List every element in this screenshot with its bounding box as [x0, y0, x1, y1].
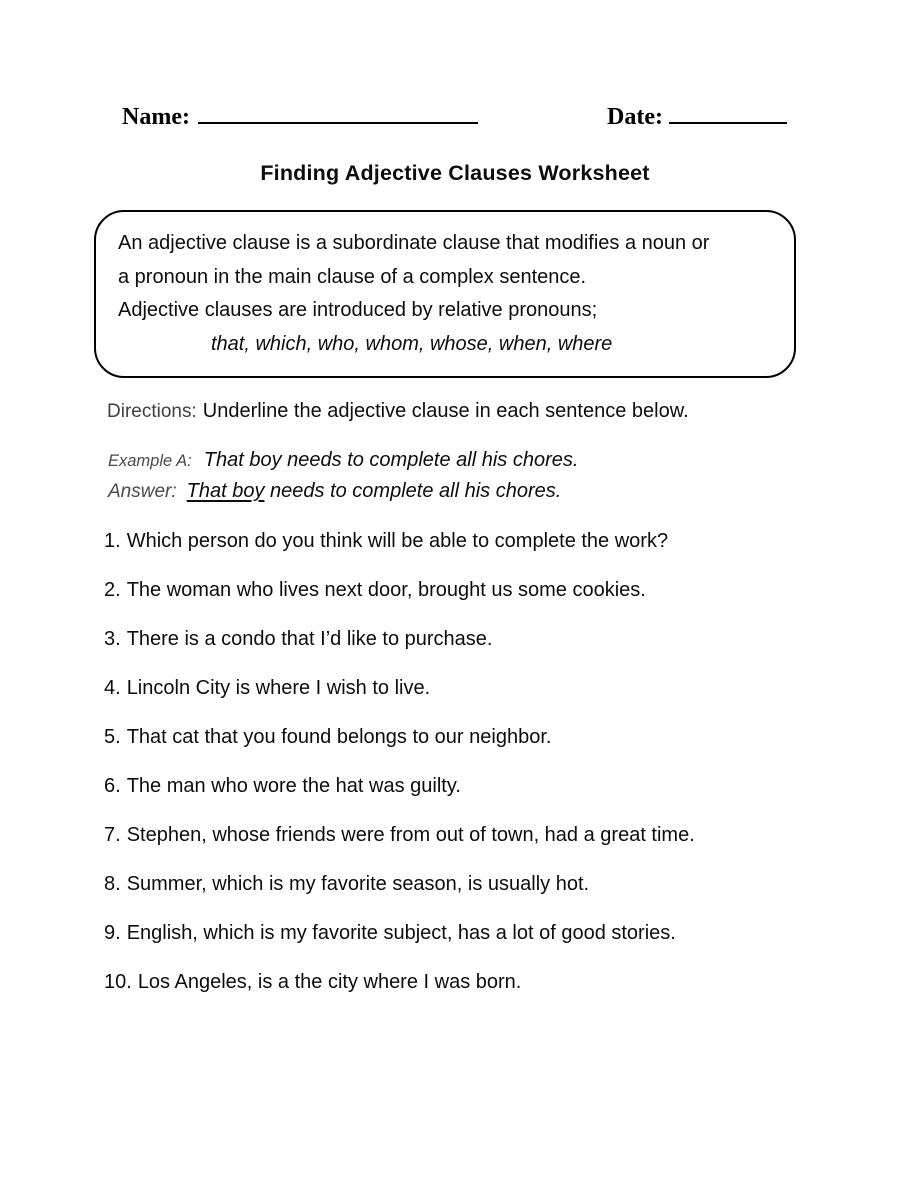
name-blank-line: [198, 102, 478, 124]
sentence-item-9: [104, 919, 806, 947]
sentence-text: Los Angeles, is a the city where I was born.: [137, 971, 522, 993]
definition-line-1: An adjective clause is a subordinate clause that modifies a noun or: [118, 232, 710, 254]
sentence-number: 2.: [104, 579, 121, 601]
sentence-item-3: [104, 625, 806, 653]
sentence-item-10: [104, 968, 806, 996]
sentence-number: 3.: [104, 628, 121, 650]
sentence-number: 8.: [104, 873, 121, 895]
header-row: [0, 0, 910, 131]
sentence-number: 9.: [104, 922, 121, 944]
sentence-text: There is a condo that I’d like to purchase.: [126, 628, 493, 650]
sentence-item-7: [104, 821, 806, 849]
sentence-item-4: [104, 674, 806, 702]
date-blank-line: [669, 102, 787, 124]
example-sentence: That boy needs to complete all his chores.: [203, 449, 579, 471]
page-title: Finding Adjective Clauses Worksheet: [260, 161, 650, 185]
sentence-text: The man who wore the hat was guilty.: [126, 775, 461, 797]
sentence-number: 7.: [104, 824, 121, 846]
definition-line-2: a pronoun in the main clause of a complex sentence.: [118, 265, 587, 288]
directions-label: Directions:: [107, 401, 197, 422]
directions-text: Underline the adjective clause in each sentence below.: [202, 400, 689, 422]
definition-box: [94, 210, 796, 378]
sentence-item-5: [104, 723, 806, 751]
answer-rest: needs to complete all his chores.: [264, 480, 562, 502]
sentence-text: English, which is my favorite subject, has a lot of good stories.: [126, 922, 676, 944]
date-field: [607, 102, 787, 131]
sentence-item-1: [104, 527, 806, 555]
sentence-number: 5.: [104, 726, 121, 748]
sentence-text: Stephen, whose friends were from out of town, had a great time.: [126, 824, 695, 846]
relative-pronouns-list: that, which, who, whom, whose, when, where: [211, 332, 613, 355]
sentence-list: [104, 527, 806, 996]
sentence-text: The woman who lives next door, brought us some cookies.: [126, 579, 646, 601]
name-label: Name:: [122, 104, 190, 130]
date-label: Date:: [607, 104, 663, 130]
sentence-number: 6.: [104, 775, 121, 797]
answer-underlined-part: That boy: [186, 480, 265, 502]
sentence-text: Summer, which is my favorite season, is usually hot.: [126, 873, 590, 895]
sentence-number: 1.: [104, 530, 121, 552]
sentence-text: Which person do you think will be able to complete the work?: [126, 530, 669, 552]
sentence-text: Lincoln City is where I wish to live.: [126, 677, 431, 699]
sentence-text: That cat that you found belongs to our neighbor.: [126, 726, 552, 748]
answer-row: [108, 480, 910, 503]
sentence-item-8: [104, 870, 806, 898]
name-field: [122, 102, 478, 131]
sentence-item-2: [104, 576, 806, 604]
answer-label: Answer:: [108, 481, 177, 502]
directions-row: [107, 400, 910, 423]
definition-line-3: Adjective clauses are introduced by relative pronouns;: [118, 299, 598, 321]
example-label: Example A:: [108, 452, 192, 470]
sentence-item-6: [104, 772, 806, 800]
sentence-number: 4.: [104, 677, 121, 699]
sentence-number: 10.: [104, 971, 132, 993]
example-row: [108, 449, 910, 472]
